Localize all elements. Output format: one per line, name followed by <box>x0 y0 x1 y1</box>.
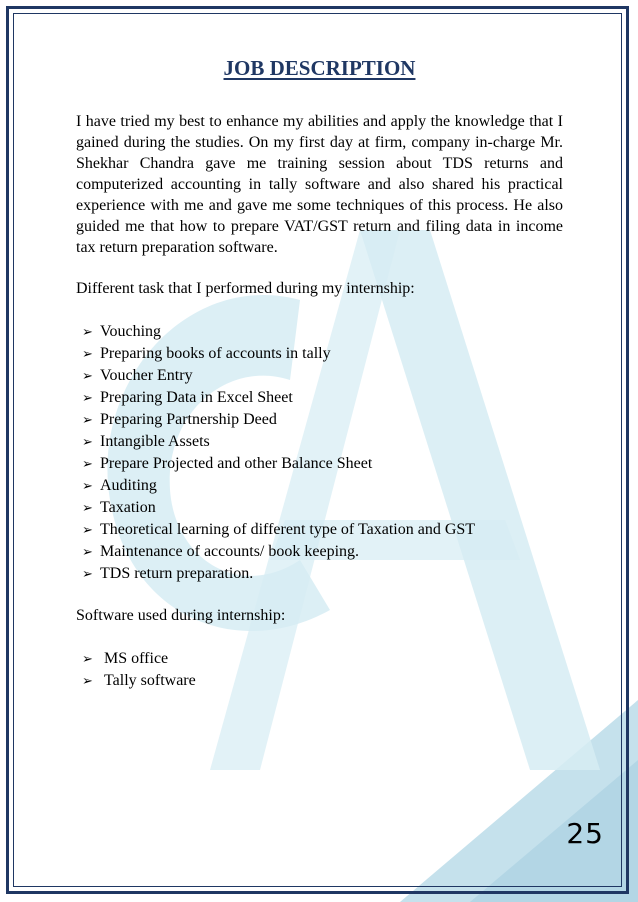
arrow-bullet-icon: ➢ <box>82 391 93 406</box>
arrow-bullet-icon: ➢ <box>82 369 93 384</box>
arrow-bullet-icon: ➢ <box>82 347 93 362</box>
list-item: ➢ Tally software <box>82 670 563 692</box>
tasks-list <box>82 321 563 585</box>
arrow-bullet-icon: ➢ <box>82 413 93 428</box>
list-item: ➢ Theoretical learning of different type of Taxation and GST <box>82 519 563 541</box>
software-list <box>82 648 563 692</box>
page-number: 25 <box>566 817 604 850</box>
arrow-bullet-icon: ➢ <box>82 523 93 538</box>
arrow-bullet-icon: ➢ <box>82 501 93 516</box>
page-title: JOB DESCRIPTION <box>223 56 416 80</box>
list-item: ➢ Maintenance of accounts/ book keeping. <box>82 541 563 563</box>
intro-paragraph: I have tried my best to enhance my abilities and apply the knowledge that I gained during the studies. On my first day at firm, company in-charge Mr. Shekhar Chandra gave me training session about TDS returns and computerized accounting in tally software and also shared his practical experience with me and gave me some techniques of this process. He also guided me that how to prepare VAT/GST return and filing data in income tax return preparation software. <box>76 113 563 256</box>
tasks-heading: Different task that I performed during my internship: <box>76 280 415 297</box>
list-item: ➢ Taxation <box>82 497 563 519</box>
list-item: ➢ Preparing Data in Excel Sheet <box>82 387 563 409</box>
software-heading: Software used during internship: <box>76 607 286 624</box>
list-item: ➢ Preparing Partnership Deed <box>82 409 563 431</box>
list-item: ➢ TDS return preparation. <box>82 563 563 585</box>
list-item: ➢ Voucher Entry <box>82 365 563 387</box>
list-item: ➢ Prepare Projected and other Balance Sheet <box>82 453 563 475</box>
arrow-bullet-icon: ➢ <box>82 674 93 689</box>
arrow-bullet-icon: ➢ <box>82 457 93 472</box>
list-item: ➢ Preparing books of accounts in tally <box>82 343 563 365</box>
list-item: ➢ Vouching <box>82 321 563 343</box>
arrow-bullet-icon: ➢ <box>82 567 93 582</box>
list-item: ➢ MS office <box>82 648 563 670</box>
arrow-bullet-icon: ➢ <box>82 435 93 450</box>
list-item: ➢ Intangible Assets <box>82 431 563 453</box>
arrow-bullet-icon: ➢ <box>82 325 93 340</box>
arrow-bullet-icon: ➢ <box>82 545 93 560</box>
arrow-bullet-icon: ➢ <box>82 652 93 667</box>
arrow-bullet-icon: ➢ <box>82 479 93 494</box>
list-item: ➢ Auditing <box>82 475 563 497</box>
page-content <box>76 50 563 692</box>
